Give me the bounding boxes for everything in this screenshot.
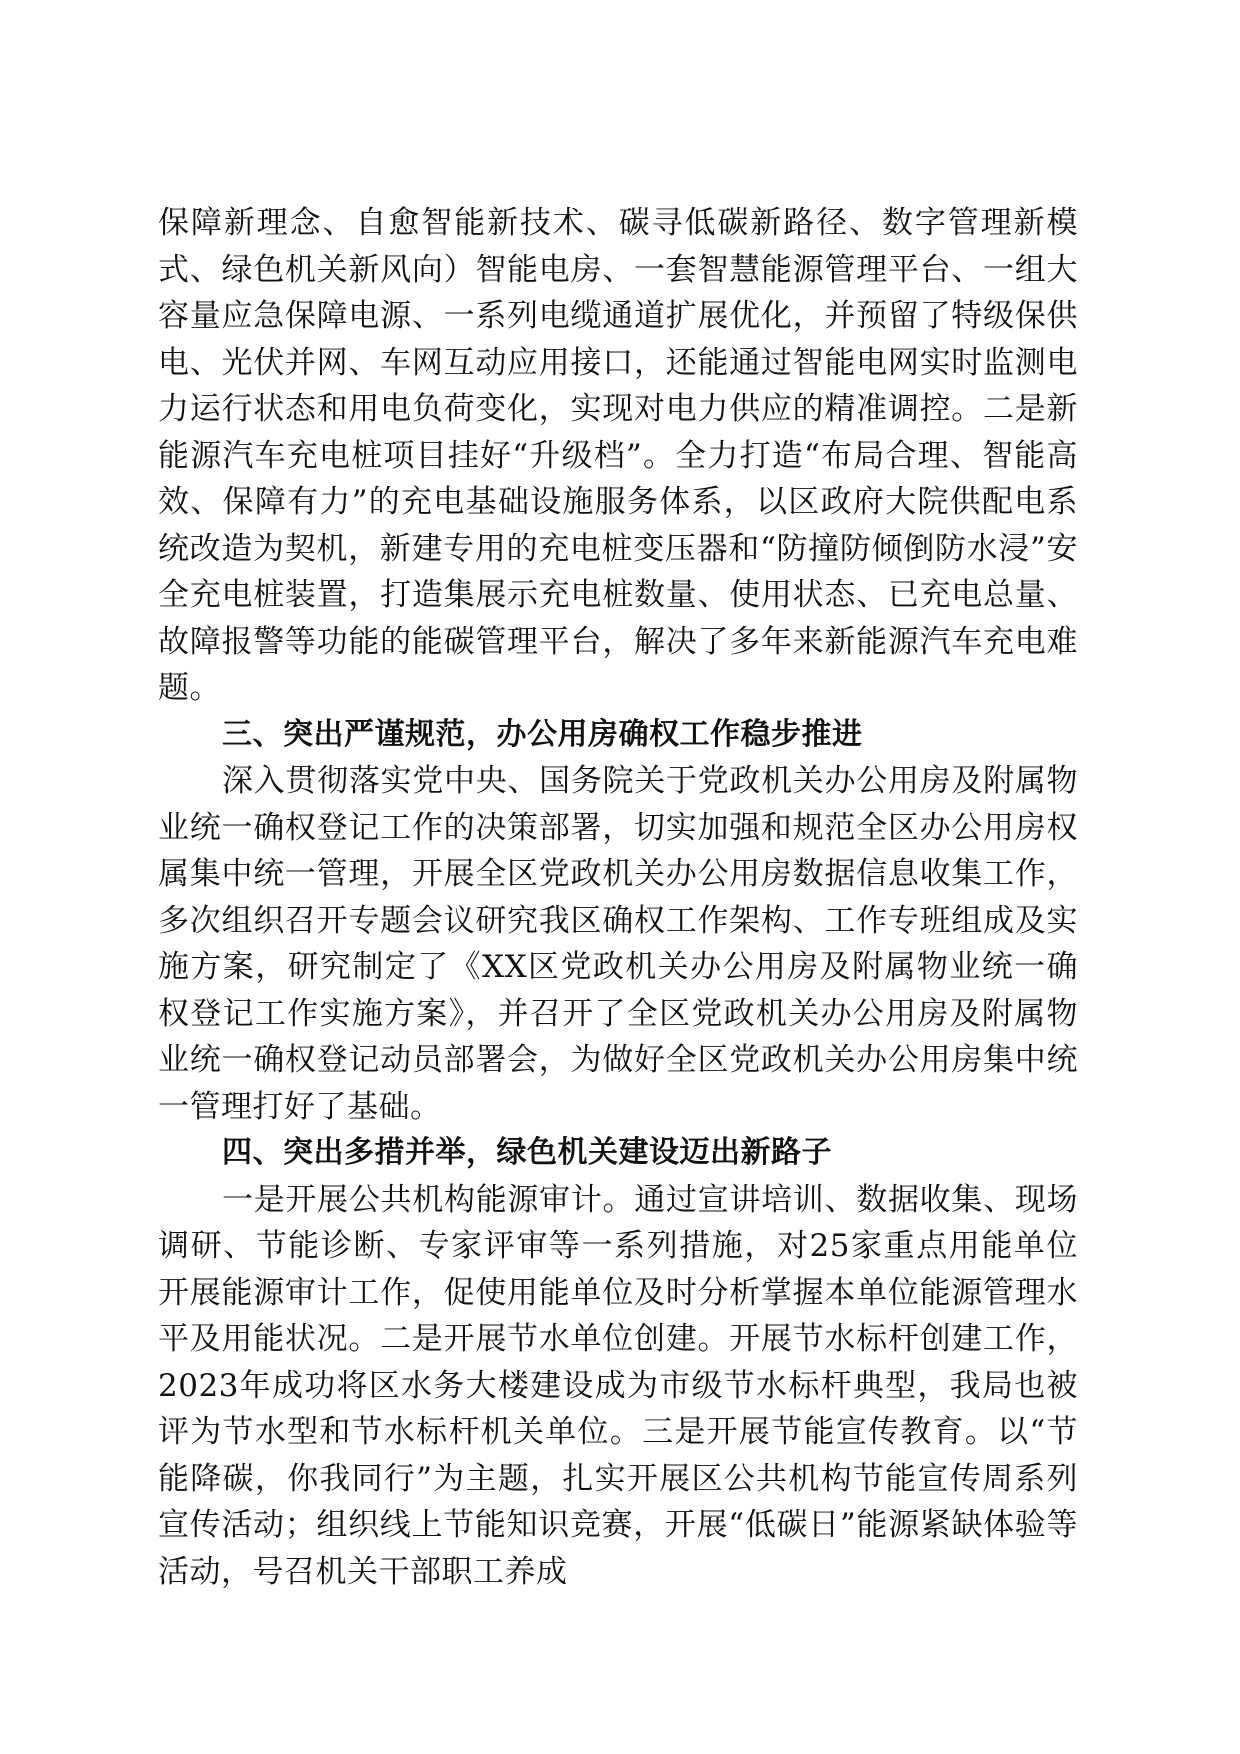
document-body [158,200,1078,1595]
paragraph-power-upgrade: 保障新理念、自愈智能新技术、碳寻低碳新路径、数字管理新模式、绿色机关新风向）智能电房、一套智慧能源管理平台、一组大容量应急保障电源、一系列电缆通道扩展优化，并预留了特级保供电、光伏并网、车网互动应用接口，还能通过智能电网实时监测电力运行状态和用电负荷变化，实现对电力供应的精准调控。二是新能源汽车充电桩项目挂好“升级档”。全力打造“布局合理、智能高效、保障有力”的充电基础设施服务体系，以区政府大院供配电系统改造为契机，新建专用的充电桩变压器和“防撞防倾倒防水浸”安全充电桩装置，打造集展示充电桩数量、使用状态、已充电总量、故障报警等功能的能碳管理平台，解决了多年来新能源汽车充电难题。 [158,205,1078,706]
section-heading-4: 四、突出多措并举，绿色机关建设迈出新路子 [222,1135,832,1170]
section-heading-3: 三、突出严谨规范，办公用房确权工作稳步推进 [222,716,863,752]
paragraph-office-ownership: 深入贯彻落实党中央、国务院关于党政机关办公用房及附属物业统一确权登记工作的决策部署，切实加强和规范全区办公用房权属集中统一管理，开展全区党政机关办公用房数据信息收集工作，多次组织召开专题会议研究我区确权工作架构、工作专班组成及实施方案，研究制定了《XX区党政机关办公用房及附属物业统一确权登记工作实施方案》，并召开了全区党政机关办公用房及附属物业统一确权登记动员部署会，为做好全区党政机关办公用房集中统一管理打好了基础。 [158,763,1078,1125]
paragraph-green-office: 一是开展公共机构能源审计。通过宣讲培训、数据收集、现场调研、节能诊断、专家评审等一系列措施，对25家重点用能单位开展能源审计工作，促使用能单位及时分析掌握本单位能源管理水平及用能状况。二是开展节水单位创建。开展节水标杆创建工作，2023年成功将区水务大楼建设成为市级节水标杆典型，我局也被评为节水型和节水标杆机关单位。三是开展节能宣传教育。以“节能降碳，你我同行”为主题，扎实开展区公共机构节能宣传周系列宣传活动；组织线上节能知识竞赛，开展“低碳日”能源紧缺体验等活动，号召机关干部职工养成 [158,1181,1078,1590]
